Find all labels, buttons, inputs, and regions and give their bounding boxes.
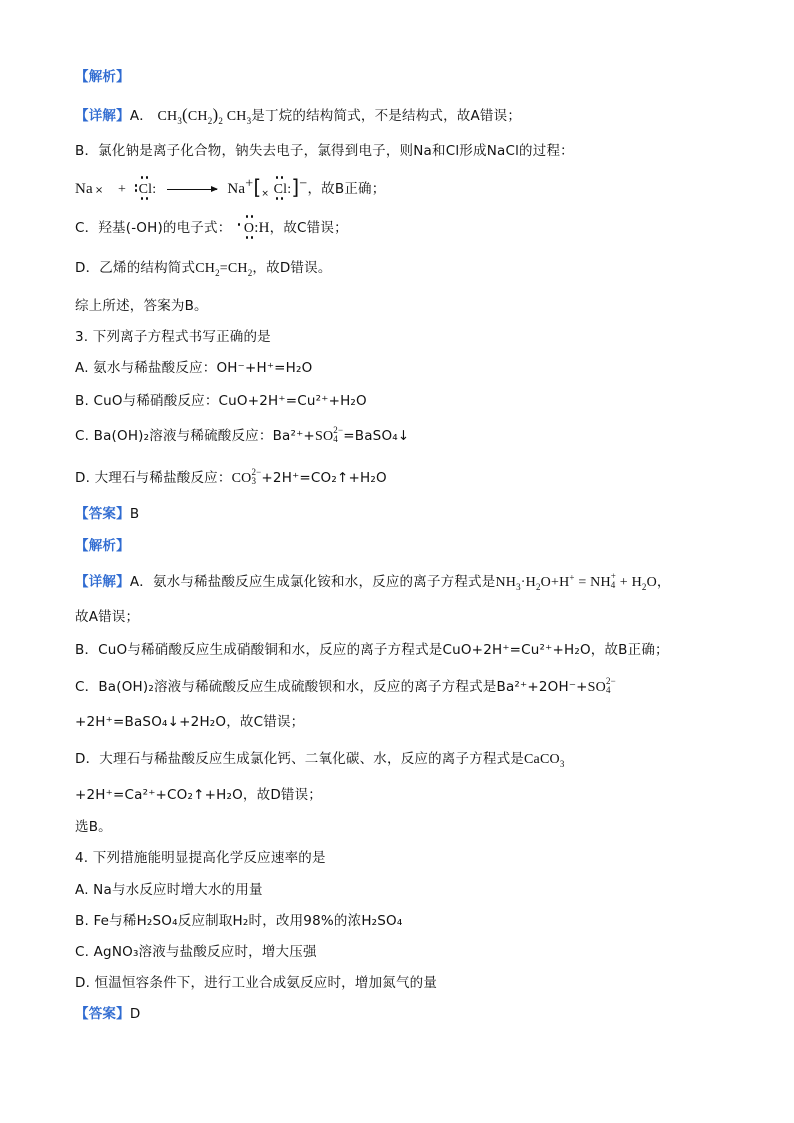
q3c-end: =BaSO₄↓ <box>343 428 410 444</box>
sulfate-ion: SO 2− 4 <box>314 425 344 444</box>
detail-b-end: ，故B正确； <box>307 181 386 197</box>
detail-line-d <box>75 259 332 278</box>
explain-d-cont: +2H⁺=Ca²⁺+CO₂↑+H₂O，故D错误； <box>75 787 323 803</box>
explain-d <box>75 750 565 769</box>
sulfate-ion-2: SO 2− 4 <box>587 676 616 695</box>
detail-line-c: C．羟基(-OH)的电子式： O:H，故C错误； <box>75 218 348 238</box>
carbonate-ion: CO 2− 3 <box>231 467 262 486</box>
detail-line-a <box>75 106 521 126</box>
reaction-arrow <box>167 189 217 190</box>
explain-c-cont: +2H⁺=BaSO₄↓+2H₂O，故C错误； <box>75 714 305 730</box>
explain-d-text: D．大理石与稀盐酸反应生成氯化钙、二氧化碳、水，反应的离子方程式是 <box>75 751 524 767</box>
explain-b: B．CuO与稀硝酸反应生成硝酸铜和水，反应的离子方程式是CuO+2H⁺=Cu²⁺+H₂O，故B正确； <box>75 642 669 658</box>
explain-a-text: A．氨水与稀盐酸反应生成氯化铵和水，反应的离子方程式是 <box>129 574 496 590</box>
detail-c-end: ，故C错误； <box>269 220 348 236</box>
analysis-heading: 【解析】 <box>75 69 130 85</box>
explain-c-text: C．Ba(OH)₂溶液与稀硫酸反应生成硫酸钡和水，反应的离子方程式是Ba²⁺+2OH⁻+ <box>75 679 588 695</box>
answer-4-value: D <box>129 1006 141 1022</box>
q3-option-a: A. 氨水与稀盐酸反应：OH⁻+H⁺=H₂O <box>75 360 313 376</box>
choose-line: 选B。 <box>75 819 112 835</box>
chloride-lewis: Cl: <box>274 179 292 199</box>
detail-d-end: ，故D错误。 <box>252 260 332 276</box>
explain-a-comma: ， <box>656 574 671 590</box>
answer-3-value: B <box>129 506 140 522</box>
detail-tag-2: 【详解】 <box>75 574 130 590</box>
q3d-text: D. 大理石与稀盐酸反应： <box>75 470 232 486</box>
q3c-text: C. Ba(OH)₂溶液与稀硫酸反应：Ba²⁺+ <box>75 428 315 444</box>
summary-line: 综上所述，答案为B。 <box>75 298 208 314</box>
chlorine-lewis: Cl: <box>139 179 157 199</box>
detail-d-text: D．乙烯的结构简式 <box>75 260 196 276</box>
answer-4 <box>75 1005 140 1023</box>
hydroxyl-lewis: O <box>244 218 254 238</box>
option-a-prefix: A． <box>129 108 153 124</box>
detail-line-b: B．氯化钠是离子化合物，钠失去电子，氯得到电子，则Na和Cl形成NaCl的过程： <box>75 143 574 159</box>
q3-option-b: B. CuO与稀硝酸反应：CuO+2H⁺=Cu²⁺+H₂O <box>75 393 367 409</box>
answer-tag: 【答案】 <box>75 506 130 522</box>
ethylene-formula: $CH_2=CH_2$ <box>195 261 253 278</box>
q3d-end: +2H⁺=CO₂↑+H₂O <box>261 470 387 486</box>
detail-c-text: C．羟基(-OH)的电子式： <box>75 220 232 236</box>
analysis-heading-2: 【解析】 <box>75 538 130 554</box>
q3-option-c <box>75 426 409 446</box>
butane-formula: $CH_3(CH_2)_2$ $CH_3$ <box>157 105 252 126</box>
nacl-formation-diagram: Na × + Cl: $Na^+[_\times$ Cl:]−，故B正确； <box>75 175 386 199</box>
question-4: 4. 下列措施能明显提高化学反应速率的是 <box>75 850 326 866</box>
answer-3 <box>75 505 139 523</box>
question-3: 3. 下列离子方程式书写正确的是 <box>75 329 271 345</box>
explain-a <box>75 572 671 592</box>
q4-option-c: C. AgNO₃溶液与盐酸反应时，增大压强 <box>75 944 317 960</box>
detail-tag: 【详解】 <box>75 108 130 124</box>
q4-option-b: B. Fe与稀H₂SO₄反应制取H₂时，改用98%的浓H₂SO₄ <box>75 913 403 929</box>
answer-tag-2: 【答案】 <box>75 1006 130 1022</box>
q4-option-d: D. 恒温恒容条件下，进行工业合成氨反应时，增加氮气的量 <box>75 975 438 991</box>
explain-a-cont: 故A错误； <box>75 609 140 625</box>
q4-option-a: A. Na与水反应时增大水的用量 <box>75 882 263 898</box>
caco3-formula: CaCO$_3$ <box>524 752 565 769</box>
ammonia-equation: $NH_3\cdot H_2O+H^+$ = NH + 4 + $H_2O$ <box>495 571 657 592</box>
explain-c <box>75 677 616 697</box>
detail-a-text: 是丁烷的结构简式，不是结构式，故A错误； <box>251 108 522 124</box>
q3-option-d <box>75 468 387 488</box>
